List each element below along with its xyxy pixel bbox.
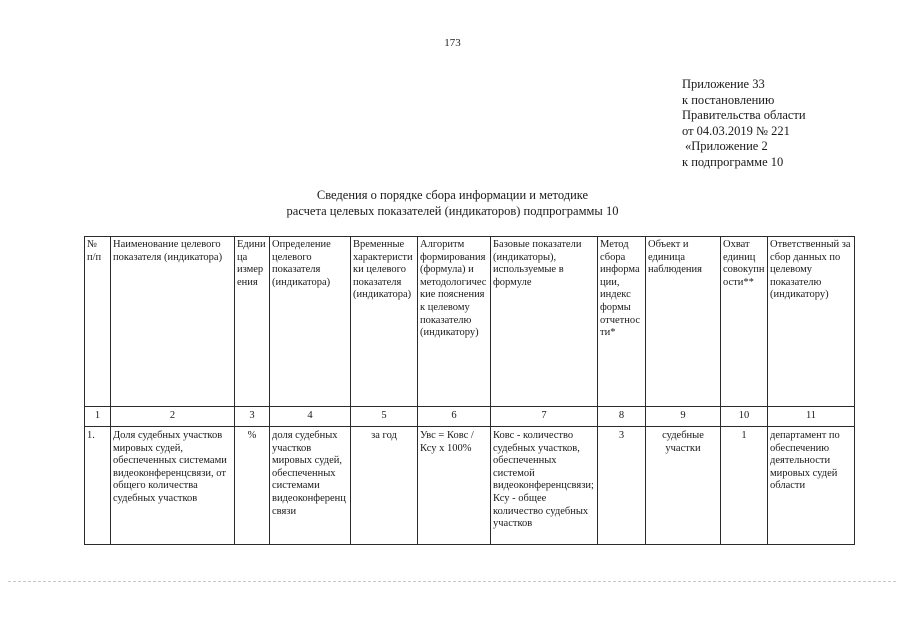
header-cell-definition: Определение целевого показателя (индикатора): [270, 237, 351, 407]
header-cell-name: Наименование целевого показателя (индикатора): [111, 237, 235, 407]
column-number: 3: [235, 407, 270, 427]
column-number: 11: [768, 407, 855, 427]
table-header-row: [85, 237, 855, 407]
row-base-cell: Ковс - количество судебных участков, обеспеченных системой видеоконференцсвязи; Ксу - общее количество судебных участков: [491, 427, 598, 545]
table-row: [85, 427, 855, 545]
column-number: 9: [646, 407, 721, 427]
column-number: 7: [491, 407, 598, 427]
page-number: 173: [444, 37, 461, 49]
row-num-cell: 1.: [85, 427, 111, 545]
header-cell-coverage: Охват единиц совокупности**: [721, 237, 768, 407]
header-cell-algorithm: Алгоритм формирования (формула) и методологические пояснения к целевому показателю (индикатору): [418, 237, 491, 407]
indicators-table: [84, 236, 855, 545]
appendix-line: к постановлению: [682, 92, 775, 107]
row-method-cell: 3: [598, 427, 646, 545]
row-coverage-cell: 1: [721, 427, 768, 545]
title-line-2: расчета целевых показателей (индикаторов) подпрограммы 10: [286, 204, 619, 218]
appendix-line: к подпрограмме 10: [682, 154, 784, 169]
row-definition-cell: доля судебных участков мировых судей, обеспеченных системами видеоконференцсвязи: [270, 427, 351, 545]
header-cell-object: Объект и единица наблюдения: [646, 237, 721, 407]
column-number: 5: [351, 407, 418, 427]
appendix-line: Правительства области: [682, 108, 806, 122]
page-edge-divider: [8, 581, 896, 582]
column-number: 2: [111, 407, 235, 427]
column-number: 8: [598, 407, 646, 427]
row-name-cell: Доля судебных участков мировых судей, обеспеченных системами видеоконференцсвязи, от общего количества судебных участков: [111, 427, 235, 545]
row-object-cell: судебные участки: [646, 427, 721, 545]
header-cell-time: Временные характеристики целевого показателя (индикатора): [351, 237, 418, 407]
column-number: 1: [85, 407, 111, 427]
appendix-line: от 04.03.2019 № 221: [682, 123, 790, 138]
column-number-row: [85, 407, 855, 427]
title-line-1: Сведения о порядке сбора информации и методике: [316, 188, 589, 202]
appendix-line: Приложение 33: [682, 77, 765, 91]
row-time-cell: за год: [351, 427, 418, 545]
row-algorithm-cell: Увс = Ковс / Ксу х 100%: [418, 427, 491, 545]
column-number: 10: [721, 407, 768, 427]
row-responsible-cell: департамент по обеспечению деятельности мировых судей области: [768, 427, 855, 545]
row-unit-cell: %: [235, 427, 270, 545]
column-number: 6: [418, 407, 491, 427]
document-title: [0, 187, 905, 219]
header-cell-responsible: Ответственный за сбор данных по целевому показателю (индикатору): [768, 237, 855, 407]
header-cell-unit: Единица измерения: [235, 237, 270, 407]
header-cell-base: Базовые показатели (индикаторы), используемые в формуле: [491, 237, 598, 407]
header-cell-num: № п/п: [85, 237, 111, 407]
appendix-line: «Приложение 2: [685, 139, 768, 153]
column-number: 4: [270, 407, 351, 427]
appendix-block: [682, 77, 806, 170]
header-cell-method: Метод сбора информации, индекс формы отчетности*: [598, 237, 646, 407]
